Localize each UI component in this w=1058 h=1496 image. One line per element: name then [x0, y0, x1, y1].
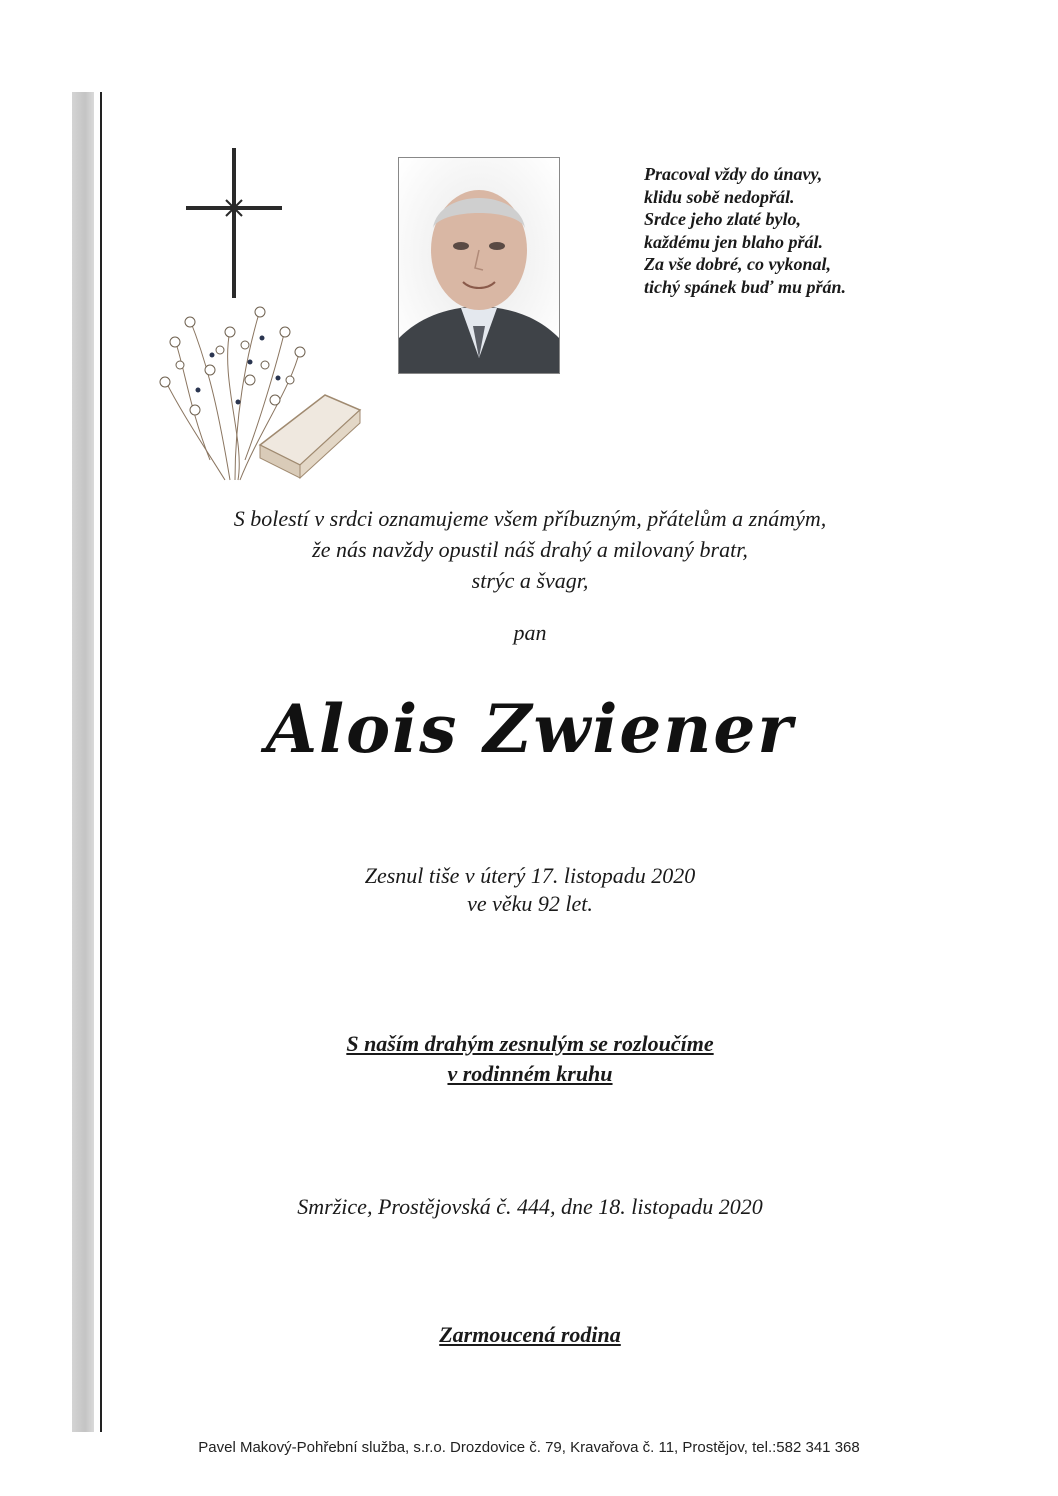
announcement-line: strýc a švagr,	[471, 568, 589, 593]
side-border-line	[100, 92, 102, 1432]
portrait-photo	[398, 157, 560, 374]
deceased-name: Alois Zwiener	[265, 690, 795, 768]
announcement-line: S bolestí v srdci oznamujeme všem příbuzným, přátelům a známým,	[233, 506, 827, 531]
signature	[130, 1322, 930, 1348]
death-date: Zesnul tiše v úterý 17. listopadu 2020	[364, 863, 696, 888]
poem-line: Pracoval vždy do únavy,	[644, 164, 823, 184]
announcement-text	[130, 503, 930, 596]
farewell-line: v rodinném kruhu	[447, 1061, 613, 1086]
poem-line: každému jen blaho přál.	[644, 231, 824, 252]
funeral-service-footer: Pavel Makový-Pohřební služba, s.r.o. Drozdovice č. 79, Kravařova č. 11, Prostějov, tel.:582 341 368	[198, 1439, 860, 1456]
signature-text: Zarmoucená rodina	[439, 1322, 621, 1347]
poem-line: Za vše dobré, co vykonal,	[644, 254, 831, 274]
poem-line: klidu sobě nedopřál.	[644, 186, 795, 207]
announcement-line: že nás navždy opustil náš drahý a milovaný bratr,	[312, 537, 748, 562]
poem	[644, 163, 984, 298]
cross-icon	[186, 148, 282, 298]
death-info	[130, 862, 930, 918]
farewell-line: S naším drahým zesnulým se rozloučíme	[346, 1031, 714, 1056]
address-date: Smržice, Prostějovská č. 444, dne 18. listopadu 2020	[297, 1194, 763, 1219]
title-word: pan	[513, 620, 547, 645]
farewell-notice	[130, 1029, 930, 1089]
poem-line: Srdce jeho zlaté bylo,	[644, 209, 801, 229]
poem-line: tichý spánek buď mu přán.	[644, 276, 847, 297]
death-age: ve věku 92 let.	[467, 891, 593, 916]
book-icon	[260, 395, 360, 478]
cross-flowers-decoration	[150, 140, 370, 490]
side-border-bar	[72, 92, 94, 1432]
